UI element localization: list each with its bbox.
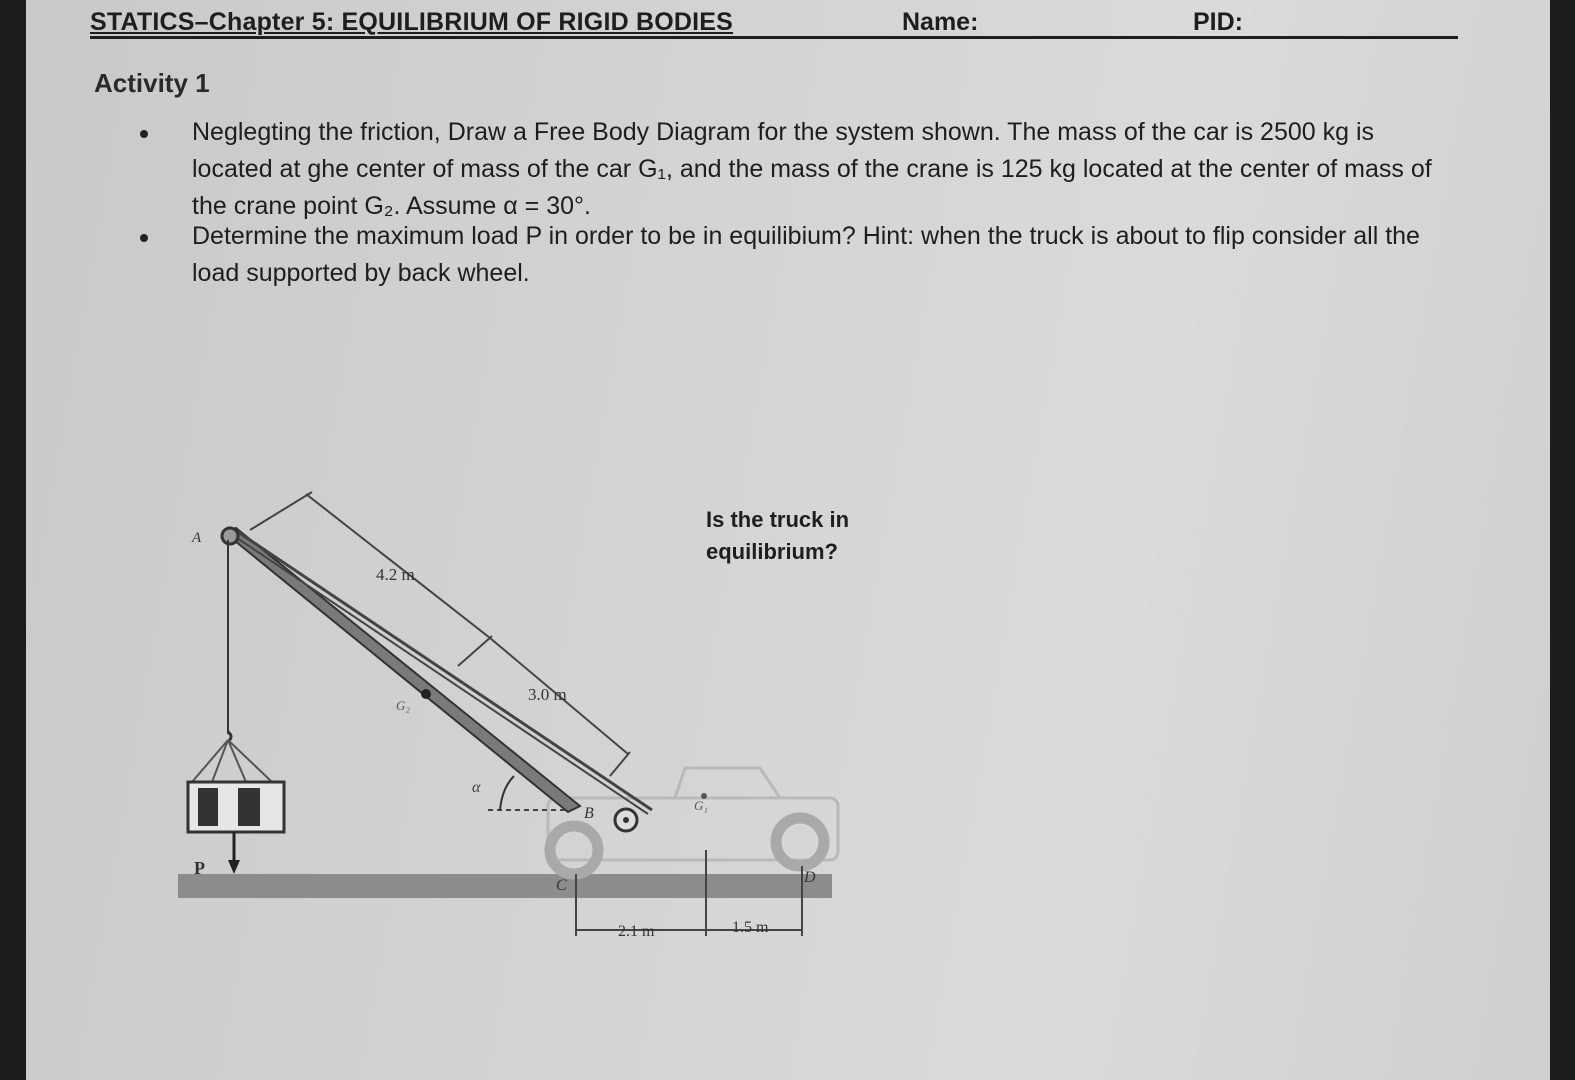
boom-strut-edge bbox=[234, 536, 648, 814]
worksheet-header bbox=[90, 4, 1458, 39]
bullet-text: Neglegting the friction, Draw a Free Body Diagram for the system shown. The mass of the car is 2500 kg is located at ghe center of mass of the car G₁, and the mass of the crane is 125 kg located at the center of mass of the crane point G₂. Assume α = 30°. bbox=[192, 118, 1432, 220]
pin-B-center bbox=[623, 817, 629, 823]
dim-label-BD: 1.5 m bbox=[732, 919, 769, 936]
dim-label-lower: 3.0 m bbox=[528, 685, 567, 704]
label-P: P bbox=[194, 858, 205, 878]
label-A: A bbox=[192, 530, 202, 546]
ground bbox=[178, 874, 832, 898]
g2-marker bbox=[421, 689, 431, 699]
dim-label-upper: 4.2 m bbox=[376, 565, 415, 584]
pin-A bbox=[222, 528, 238, 544]
label-G2: G₂ bbox=[396, 698, 410, 713]
dim-extension bbox=[610, 752, 630, 776]
bullet-text: Determine the maximum load P in order to be in equilibium? Hint: when the truck is about to flip consider all the load supported by back wheel. bbox=[192, 222, 1420, 287]
alpha-arc bbox=[500, 776, 514, 810]
sling bbox=[192, 740, 272, 782]
crate-panel bbox=[198, 788, 218, 826]
label-D: D bbox=[804, 869, 816, 886]
pid-field-label: PID: bbox=[1193, 8, 1243, 36]
question-line: Is the truck in bbox=[706, 507, 850, 532]
dim-label-CB: 2.1 m bbox=[618, 923, 655, 940]
label-alpha: α bbox=[472, 779, 481, 796]
crate-panel bbox=[238, 788, 260, 826]
label-G1: G₁ bbox=[694, 798, 708, 813]
label-C: C bbox=[556, 877, 567, 894]
front-wheel bbox=[550, 826, 598, 874]
dim-extension bbox=[458, 636, 492, 666]
bullet-dot bbox=[140, 234, 148, 242]
label-B: B bbox=[584, 805, 594, 822]
name-field-label: Name: bbox=[902, 8, 979, 36]
chapter-title: STATICS–Chapter 5: EQUILIBRIUM OF RIGID BODIES bbox=[90, 8, 734, 36]
boom-strut bbox=[238, 532, 652, 810]
equilibrium-question bbox=[706, 504, 849, 568]
bullet-dot bbox=[140, 130, 148, 138]
question-line: equilibrium? bbox=[706, 539, 838, 564]
load-P-arrowhead bbox=[228, 860, 240, 874]
dim-extension bbox=[250, 492, 312, 530]
activity-heading: Activity 1 bbox=[94, 68, 210, 98]
